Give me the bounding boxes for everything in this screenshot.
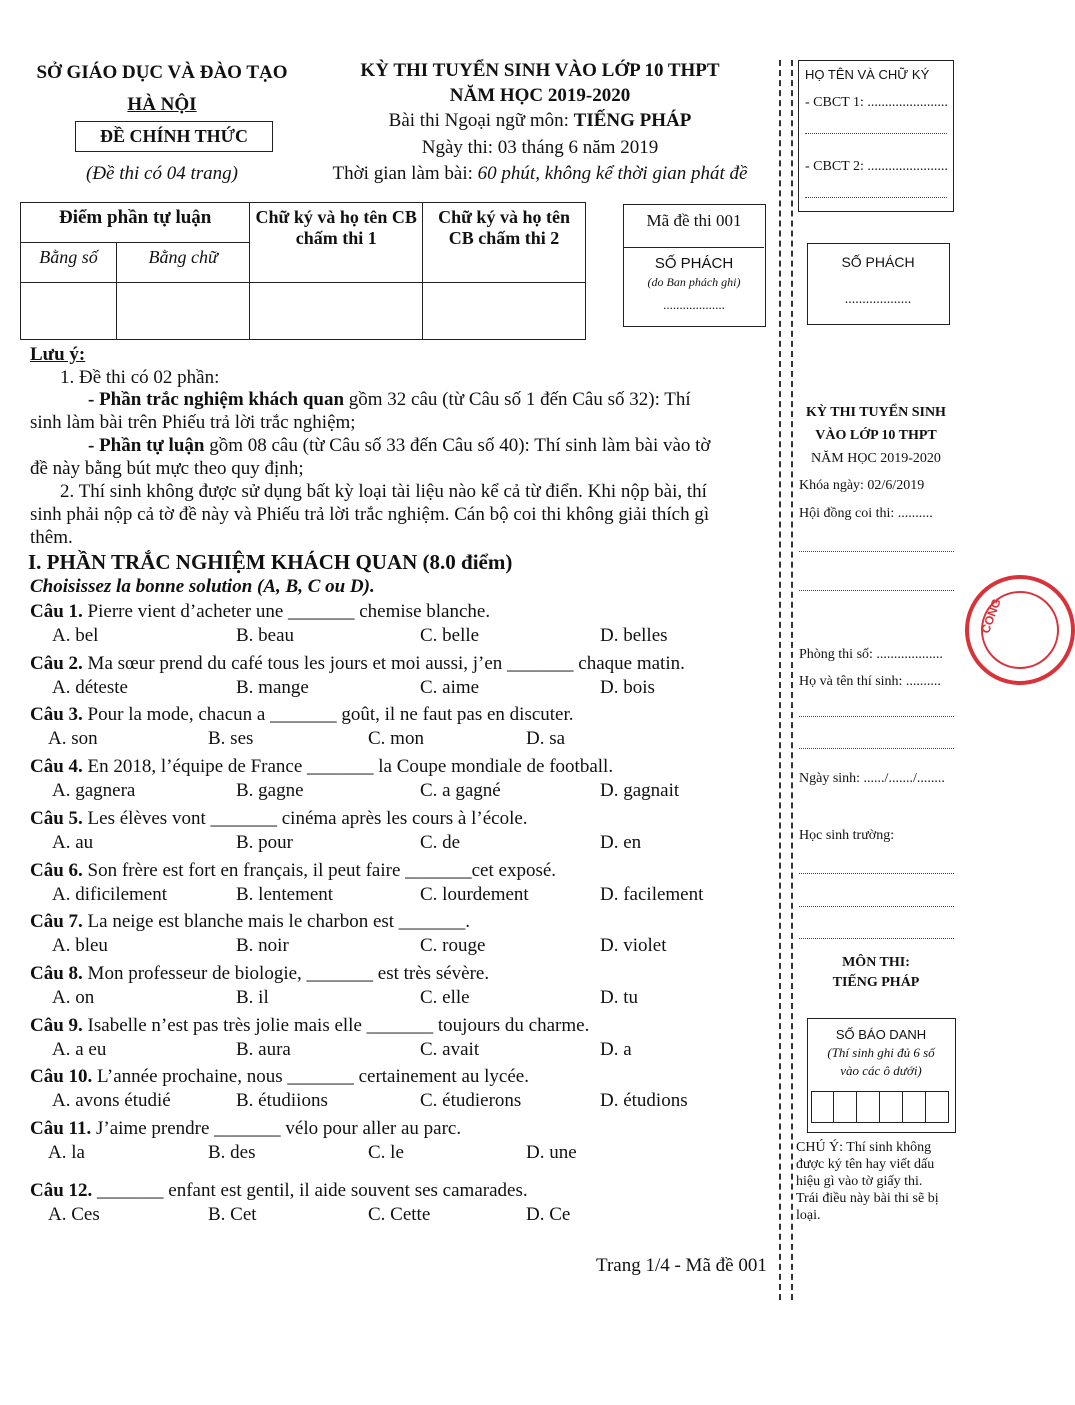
question-text: La neige est blanche mais le charbon est _______. xyxy=(82,911,471,933)
question-3-option-a: A. son xyxy=(48,728,98,750)
sidebar-line-2 xyxy=(799,590,954,591)
sidebar-line-1 xyxy=(799,551,954,552)
question-text: Son frère est fort en français, il peut faire _______cet exposé. xyxy=(82,859,557,881)
note-part2-line2: đề này bằng bút mực theo quy định; xyxy=(30,458,304,479)
subject-line xyxy=(310,110,770,132)
question-text: _______ enfant est gentil, il aide souvent ses camarades. xyxy=(92,1179,528,1201)
so-phach-note: (do Ban phách ghi) xyxy=(647,275,741,289)
sidebar-cbct2-line xyxy=(805,197,947,198)
sbd-digit-boxes xyxy=(811,1091,949,1123)
question-12-option-c: C. Cette xyxy=(368,1203,431,1225)
time-value: 60 phút, không kể thời gian phát đề xyxy=(477,163,748,184)
question-6-option-d: D. facilement xyxy=(600,883,704,905)
grader2-cell xyxy=(423,283,586,340)
question-7-option-a: A. bleu xyxy=(52,935,108,957)
sidebar-sbd-box xyxy=(807,1018,956,1133)
question-12-option-a: A. Ces xyxy=(48,1203,100,1225)
sidebar-line-7 xyxy=(799,938,954,939)
question-text: En 2018, l’équipe de France _______ la Coupe mondiale de football. xyxy=(82,756,614,778)
question-8-option-d: D. tu xyxy=(600,986,638,1008)
sidebar-hoc-sinh: Học sinh trường: xyxy=(799,828,895,843)
question-7-option-c: C. rouge xyxy=(420,935,486,957)
grader2-header: Chữ ký và họ tên CB chấm thi 2 xyxy=(423,203,586,283)
question-label: Câu 12. xyxy=(30,1179,93,1201)
exam-code: Mã đề thi 001 xyxy=(646,211,742,230)
question-4 xyxy=(30,756,613,778)
sidebar-exam1: KỲ THI TUYỂN SINH xyxy=(806,405,946,420)
section-instruction: Choisissez la bonne solution (A, B, C ou D). xyxy=(30,576,375,597)
question-label: Câu 9. xyxy=(30,1014,83,1036)
note-part2-bold: - Phần tự luận xyxy=(88,435,205,456)
question-10 xyxy=(30,1066,529,1088)
sidebar-cbct1-line xyxy=(805,133,947,134)
question-8-option-a: A. on xyxy=(52,986,95,1008)
sidebar-chu-y-2: được ký tên hay viết dấu xyxy=(796,1157,935,1172)
question-6 xyxy=(30,860,556,882)
question-4-option-c: C. a gagné xyxy=(420,780,501,802)
note-part1-line2: sinh làm bài trên Phiếu trả lời trắc nghiệm; xyxy=(30,412,356,433)
question-text: Isabelle n’est pas très jolie mais elle _______ toujours du charme. xyxy=(82,1014,590,1036)
grader1-cell xyxy=(250,283,423,340)
sbd-digit-box[interactable] xyxy=(880,1091,903,1123)
question-text: Ma sœur prend du café tous les jours et moi aussi, j’en _______ chaque matin. xyxy=(82,652,685,674)
question-3-option-b: B. ses xyxy=(208,728,254,750)
question-2 xyxy=(30,653,685,675)
sidebar-cbct1: - CBCT 1: ....................... xyxy=(805,95,948,110)
subject-prefix: Bài thi Ngoại ngữ môn: xyxy=(388,110,574,131)
question-3-option-c: C. mon xyxy=(368,728,424,750)
time-line xyxy=(300,163,780,185)
question-label: Câu 4. xyxy=(30,756,83,778)
question-text: Pierre vient d’acheter une _______ chemise blanche. xyxy=(82,601,491,622)
sidebar-signature-title: HỌ TÊN VÀ CHỮ KÝ xyxy=(805,67,930,82)
subject-name: TIẾNG PHÁP xyxy=(573,110,692,131)
score-words-header: Bằng chữ xyxy=(117,243,250,283)
score-table xyxy=(20,202,586,340)
question-11-option-c: C. le xyxy=(368,1142,404,1163)
sidebar-hoi-dong: Hội đồng coi thi: .......... xyxy=(799,506,933,521)
score-words-cell xyxy=(117,283,250,340)
question-9-option-b: B. aura xyxy=(236,1038,291,1060)
question-label: Câu 5. xyxy=(30,807,83,829)
sidebar-line-4 xyxy=(799,748,954,749)
question-9 xyxy=(30,1015,589,1037)
sidebar-chu-y-4: Trái điều này bài thi sẽ bị xyxy=(796,1191,939,1206)
score-header: Điểm phần tự luận xyxy=(21,203,250,243)
sidebar-exam2: VÀO LỚP 10 THPT xyxy=(815,428,937,443)
sidebar-line-3 xyxy=(799,716,954,717)
grader1-header: Chữ ký và họ tên CB chấm thi 1 xyxy=(250,203,423,283)
official-stamp xyxy=(965,575,1075,685)
question-label: Câu 3. xyxy=(30,704,83,726)
score-number-cell xyxy=(21,283,117,340)
sidebar-exam3: NĂM HỌC 2019-2020 xyxy=(811,451,941,466)
sidebar-ho-ten: Họ và tên thí sinh: .......... xyxy=(799,674,941,689)
question-text: Mon professeur de biologie, _______ est très sévère. xyxy=(82,962,490,984)
question-label: Câu 7. xyxy=(30,911,83,933)
so-phach-dots: ................... xyxy=(663,297,725,312)
question-5-option-a: A. au xyxy=(52,831,94,853)
question-2-option-d: D. bois xyxy=(600,676,655,698)
question-11-option-a: A. la xyxy=(48,1142,85,1163)
score-number-header: Bằng số xyxy=(21,243,117,283)
note-part1-bold: - Phần trắc nghiệm khách quan xyxy=(88,389,345,410)
sidebar-mon-thi-name: TIẾNG PHÁP xyxy=(832,975,920,990)
separator-left xyxy=(779,60,781,1300)
department-name: SỞ GIÁO DỤC VÀ ĐÀO TẠO xyxy=(36,62,288,83)
question-5-option-c: C. de xyxy=(420,831,461,853)
section-title: I. PHẦN TRẮC NGHIỆM KHÁCH QUAN (8.0 điểm) xyxy=(28,550,513,574)
sidebar-sbd-note1: (Thí sinh ghi đủ 6 số xyxy=(827,1045,935,1060)
question-3 xyxy=(30,704,574,726)
question-9-option-a: A. a eu xyxy=(52,1038,107,1060)
question-11-option-d: D. une xyxy=(526,1142,577,1163)
question-8-option-b: B. il xyxy=(236,986,269,1008)
question-1-option-a: A. bel xyxy=(52,625,99,646)
note-line-1: 1. Đề thi có 02 phần: xyxy=(60,367,220,388)
question-10-option-c: C. étudierons xyxy=(420,1090,522,1112)
exam-code-box xyxy=(623,204,766,327)
question-label: Câu 10. xyxy=(30,1066,93,1088)
note-part1 xyxy=(88,389,691,411)
sidebar-cbct2: - CBCT 2: ....................... xyxy=(805,159,948,174)
question-6-option-c: C. lourdement xyxy=(420,883,529,905)
school-year: NĂM HỌC 2019-2020 xyxy=(449,85,631,106)
official-label: ĐỀ CHÍNH THỨC xyxy=(75,121,273,152)
exam-date: Ngày thi: 03 tháng 6 năm 2019 xyxy=(421,137,659,158)
question-9-option-c: C. avait xyxy=(420,1038,480,1060)
sidebar-ngay-sinh: Ngày sinh: ....../......./........ xyxy=(799,771,945,786)
exam-title: KỲ THI TUYỂN SINH VÀO LỚP 10 THPT xyxy=(360,60,720,81)
question-1-option-d: D. belles xyxy=(600,625,668,646)
so-phach-label: SỐ PHÁCH xyxy=(654,255,734,272)
question-10-option-b: B. étudiions xyxy=(236,1090,328,1112)
notes-title: Lưu ý: xyxy=(30,344,86,365)
question-7-option-d: D. violet xyxy=(600,935,667,957)
note-line-4: thêm. xyxy=(30,527,73,548)
question-1 xyxy=(30,601,490,623)
question-label: Câu 2. xyxy=(30,652,83,674)
question-6-option-b: B. lentement xyxy=(236,883,334,905)
note-part1-rest: gồm 32 câu (từ Câu số 1 đến Câu số 32): Thí xyxy=(344,389,691,410)
question-label: Câu 11. xyxy=(30,1118,92,1139)
question-4-option-b: B. gagne xyxy=(236,780,304,802)
sbd-digit-box[interactable] xyxy=(811,1091,834,1123)
question-9-option-d: D. a xyxy=(600,1038,632,1060)
sidebar-chu-y-1: CHÚ Ý: Thí sinh không xyxy=(796,1140,932,1155)
question-10-option-d: D. étudions xyxy=(600,1090,688,1112)
separator-right xyxy=(791,60,793,1300)
sidebar-line-6 xyxy=(799,906,954,907)
question-5-option-d: D. en xyxy=(600,831,642,853)
question-2-option-a: A. déteste xyxy=(52,676,128,698)
question-1-option-c: C. belle xyxy=(420,625,480,646)
question-12-option-d: D. Ce xyxy=(526,1203,571,1225)
sbd-digit-box[interactable] xyxy=(903,1091,926,1123)
question-label: Câu 6. xyxy=(30,859,83,881)
page-footer: Trang 1/4 - Mã đề 001 xyxy=(596,1255,767,1276)
question-5 xyxy=(30,808,528,830)
time-prefix: Thời gian làm bài: xyxy=(332,163,478,184)
sidebar-mon-thi: MÔN THI: xyxy=(842,955,910,970)
question-text: Les élèves vont _______ cinéma après les cours à l’école. xyxy=(82,807,528,829)
sidebar-phong-thi: Phòng thi số: ................... xyxy=(799,647,943,662)
question-7 xyxy=(30,911,470,933)
question-6-option-a: A. dificilement xyxy=(52,883,168,905)
sidebar-chu-y-5: loại. xyxy=(796,1208,821,1223)
sidebar-sbd-note2: vào các ô dưới) xyxy=(840,1063,922,1078)
note-part2 xyxy=(88,435,710,457)
sidebar-khoa-ngay: Khóa ngày: 02/6/2019 xyxy=(799,478,925,493)
sbd-digit-box[interactable] xyxy=(834,1091,857,1123)
question-text: Pour la mode, chacun a _______ goût, il ne faut pas en discuter. xyxy=(82,704,574,726)
department-city: HÀ NỘI xyxy=(127,94,197,115)
question-11 xyxy=(30,1118,461,1140)
note-part2-rest: gồm 08 câu (từ Câu số 33 đến Câu số 40): Thí sinh làm bài vào tờ xyxy=(204,435,711,456)
question-2-option-c: C. aime xyxy=(420,676,480,698)
sidebar-line-5 xyxy=(799,873,954,874)
question-12-option-b: B. Cet xyxy=(208,1203,257,1225)
question-1-option-b: B. beau xyxy=(236,625,295,646)
note-line-3: sinh phải nộp cả tờ đề này và Phiếu trả lời trắc nghiệm. Cán bộ coi thi không giải thích gì xyxy=(30,504,710,525)
question-text: J’aime prendre _______ vélo pour aller au parc. xyxy=(91,1118,462,1139)
sidebar-signature-box xyxy=(798,60,954,212)
stamp-text: CÔNG xyxy=(978,596,1004,636)
question-11-option-b: B. des xyxy=(208,1142,256,1163)
question-7-option-b: B. noir xyxy=(236,935,289,957)
question-4-option-a: A. gagnera xyxy=(52,780,136,802)
sbd-digit-box[interactable] xyxy=(926,1091,949,1123)
question-2-option-b: B. mange xyxy=(236,676,309,698)
question-8 xyxy=(30,963,489,985)
question-10-option-a: A. avons étudié xyxy=(52,1090,171,1112)
sbd-digit-box[interactable] xyxy=(857,1091,880,1123)
sidebar-so-phach-dots: ................... xyxy=(844,292,912,307)
question-label: Câu 8. xyxy=(30,962,83,984)
sidebar-sbd-title: SỐ BÁO DANH xyxy=(835,1027,927,1042)
sidebar-so-phach-label: SỐ PHÁCH xyxy=(841,254,915,270)
question-3-option-d: D. sa xyxy=(526,728,566,750)
question-5-option-b: B. pour xyxy=(236,831,293,853)
question-4-option-d: D. gagnait xyxy=(600,780,680,802)
question-label: Câu 1. xyxy=(30,601,83,622)
sidebar-so-phach-box xyxy=(807,243,950,325)
question-8-option-c: C. elle xyxy=(420,986,470,1008)
question-12 xyxy=(30,1180,528,1202)
note-line-2: 2. Thí sinh không được sử dụng bất kỳ loại tài liệu nào kể cả từ điển. Khi nộp bài, thí xyxy=(60,481,707,502)
question-text: L’année prochaine, nous _______ certainement au lycée. xyxy=(92,1066,529,1088)
pages-note: (Đề thi có 04 trang) xyxy=(86,163,238,184)
sidebar-chu-y-3: hiệu gì vào tờ giấy thi. xyxy=(796,1174,923,1189)
